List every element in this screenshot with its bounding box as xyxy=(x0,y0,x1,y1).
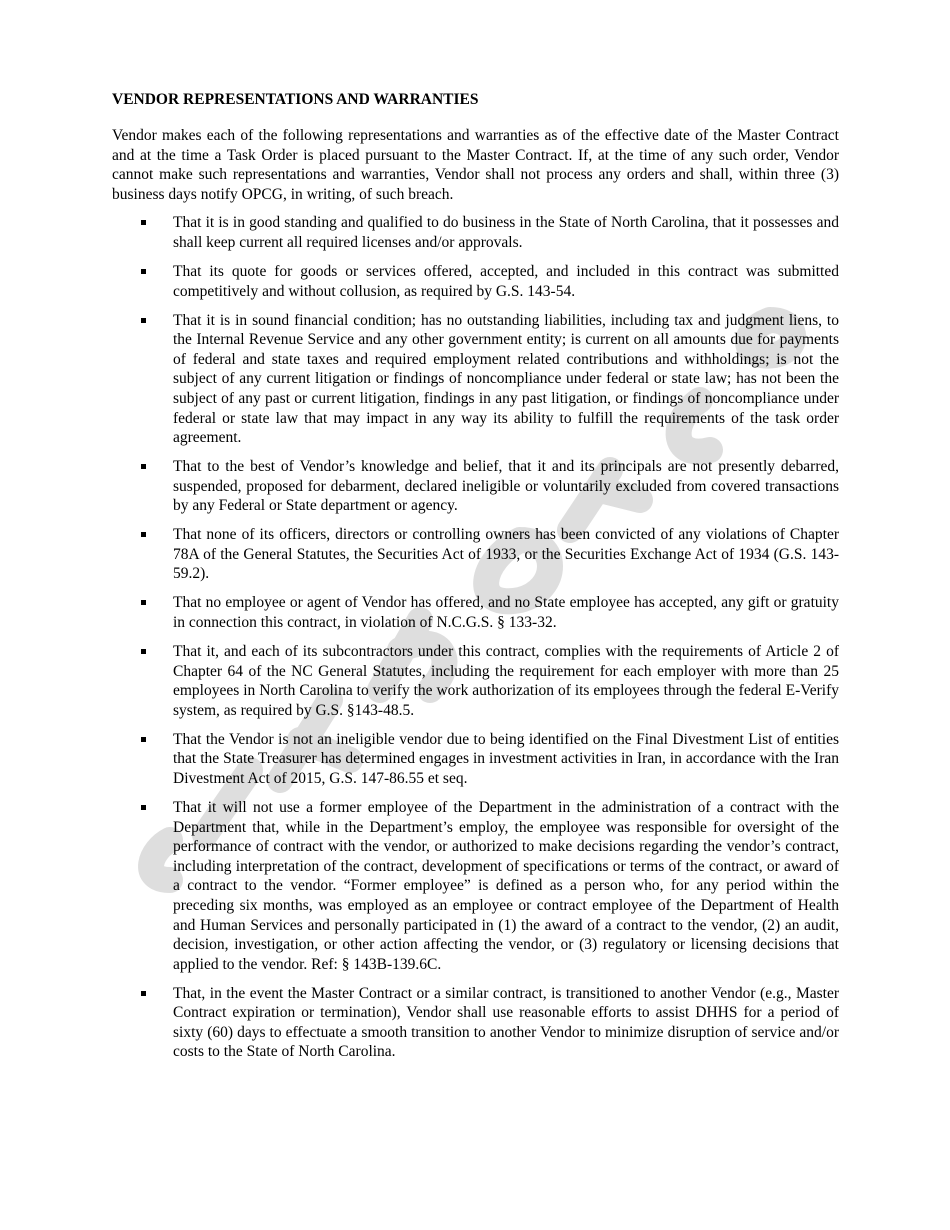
square-bullet-icon xyxy=(141,649,146,654)
list-item xyxy=(112,311,839,448)
square-bullet-icon xyxy=(141,600,146,605)
intro-paragraph: Vendor makes each of the following representations and warranties as of the effective date of the Master Contract and at the time a Task Order is placed pursuant to the Master Contract. If, at the time of any such order, Vendor cannot make such representations and warranties, Vendor shall not process any orders and shall, within three (3) business days notify OPCG, in writing, of such breach. xyxy=(112,127,839,203)
list-item xyxy=(112,730,839,789)
list-item xyxy=(112,593,839,632)
square-bullet-icon xyxy=(141,318,146,323)
list-item xyxy=(112,213,839,252)
list-item-text: That the Vendor is not an ineligible vendor due to being identified on the Final Divestment List of entities that the State Treasurer has determined engages in investment activities in Iran, in accordance with the Iran Divestment Act of 2015, G.S. 147-86.55 et seq. xyxy=(173,730,839,787)
list-item xyxy=(112,798,839,974)
square-bullet-icon xyxy=(141,991,146,996)
list-item-text: That no employee or agent of Vendor has offered, and no State employee has accepted, any gift or gratuity in connection this contract, in violation of N.C.G.S. § 133-32. xyxy=(173,594,839,632)
list-item-text: That it is in sound financial condition; has no outstanding liabilities, including tax and judgment liens, to the Internal Revenue Service and any other government entity; is current on all amounts due for payments of federal and state taxes and required employment related contributions and withholdings; is not the subject of any current litigation or findings of noncompliance under federal or state law; has not been the subject of any past or current litigation, findings in any past litigation, or findings of noncompliance under federal or state law that may impact in any way its ability to fulfill the requirements of the task order agreement. xyxy=(173,311,839,447)
list-item-text: That none of its officers, directors or controlling owners has been convicted of any violations of Chapter 78A of the General Statutes, the Securities Act of 1933, or the Securities Exchange Act of 1934 (G.S. 143-59.2). xyxy=(173,526,839,583)
list-item xyxy=(112,984,839,1062)
list-item xyxy=(112,525,839,584)
square-bullet-icon xyxy=(141,220,146,225)
square-bullet-icon xyxy=(141,805,146,810)
list-item xyxy=(112,642,839,720)
document-heading: VENDOR REPRESENTATIONS AND WARRANTIES xyxy=(112,91,479,108)
square-bullet-icon xyxy=(141,464,146,469)
document-page xyxy=(112,90,839,1071)
square-bullet-icon xyxy=(141,269,146,274)
list-item-text: That, in the event the Master Contract or a similar contract, is transitioned to another Vendor (e.g., Master Contract expiration or termination), Vendor shall use reasonable efforts to assist DHHS for a period of sixty (60) days to effectuate a smooth transition to another Vendor to minimize disruption of service and/or costs to the State of North Carolina. xyxy=(173,984,839,1061)
square-bullet-icon xyxy=(141,737,146,742)
list-item xyxy=(112,457,839,516)
list-item-text: That its quote for goods or services offered, accepted, and included in this contract was submitted competitively and without collusion, as required by G.S. 143-54. xyxy=(173,262,839,300)
square-bullet-icon xyxy=(141,532,146,537)
list-item-text: That to the best of Vendor’s knowledge and belief, that it and its principals are not presently debarred, suspended, proposed for debarment, declared ineligible or voluntarily excluded from covered transactions by any Federal or State department or agency. xyxy=(173,458,839,515)
list-item-text: That it will not use a former employee of the Department in the administration of a contract with the Department that, while in the Department’s employ, the employee was responsible for oversight of the performance of contract with the vendor, or authorized to make decisions regarding the vendor’s contract, including interpretation of the contract, development of specifications or terms of the contract, or award of a contract to the vendor. “Former employee” is defined as a person who, for any period within the preceding six months, was employed as an employee or contract employee of the Department of Health and Human Services and personally participated in (1) the award of a contract to the vendor, (2) an audit, decision, investigation, or other action affecting the vendor, or (3) regulatory or licensing decisions that applied to the vendor. Ref: § 143B-139.6C. xyxy=(173,798,839,973)
list-item-text: That it is in good standing and qualified to do business in the State of North Carolina, that it possesses and shall keep current all required licenses and/or approvals. xyxy=(173,214,839,251)
list-item-text: That it, and each of its subcontractors under this contract, complies with the requirements of Article 2 of Chapter 64 of the NC General Statutes, including the requirement for each employer with more than 25 employees in North Carolina to verify the work authorization of its employees through the federal E-Verify system, as required by G.S. §143-48.5. xyxy=(173,643,839,719)
list-item xyxy=(112,262,839,301)
warranties-list xyxy=(112,213,839,1062)
